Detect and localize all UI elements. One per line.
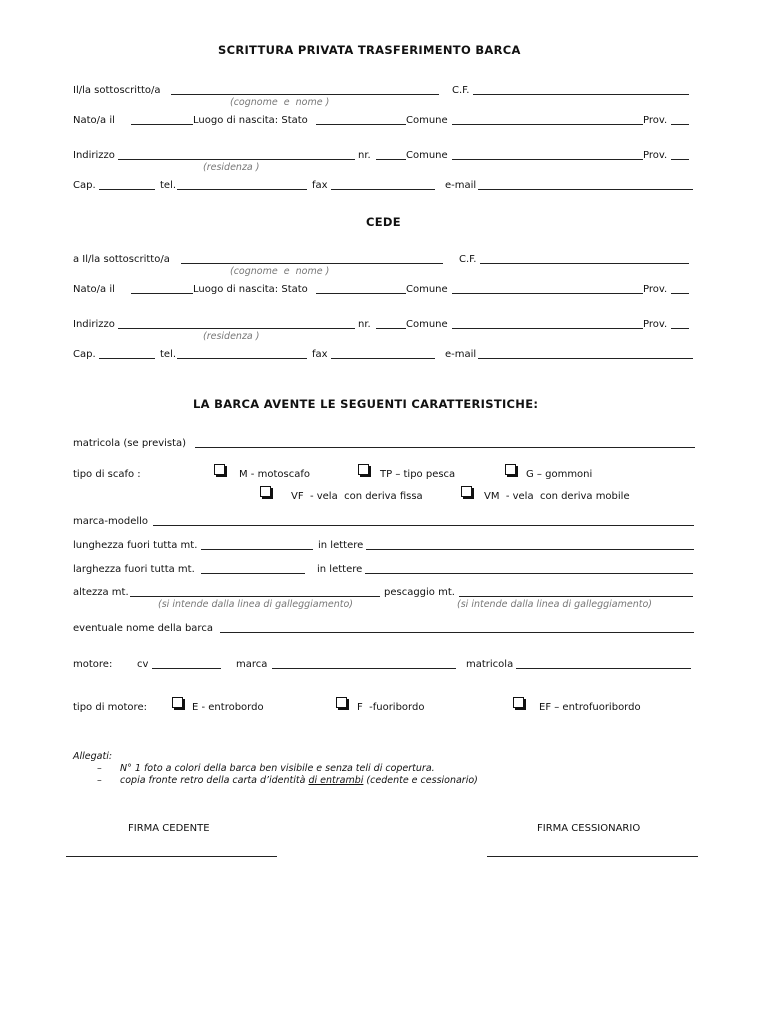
seller-cf-label: C.F. <box>452 85 470 96</box>
buyer-signer-label: a Il/la sottoscritto/a <box>73 254 170 265</box>
buyer-comune-field[interactable] <box>452 293 643 294</box>
boat-name-label: eventuale nome della barca <box>73 623 213 634</box>
width-field[interactable] <box>201 573 305 574</box>
buyer-state-field[interactable] <box>316 293 406 294</box>
seller-prov2-field[interactable] <box>671 159 689 160</box>
hull-type-label: tipo di scafo : <box>73 469 141 480</box>
seller-birth-label: Nato/a il <box>73 115 115 126</box>
seller-birthplace-label: Luogo di nascita: Stato <box>193 115 308 126</box>
width-label: larghezza fuori tutta mt. <box>73 564 195 575</box>
seller-number-label: nr. <box>358 150 371 161</box>
draft-field[interactable] <box>459 596 693 597</box>
buyer-birthdate-field[interactable] <box>131 293 193 294</box>
buyer-number-label: nr. <box>358 319 371 330</box>
draft-label: pescaggio mt. <box>384 587 455 598</box>
buyer-tel-field[interactable] <box>177 358 307 359</box>
attachment-item-2 <box>120 775 478 786</box>
engine-matricola-label: matricola <box>466 659 514 670</box>
seller-email-label: e-mail <box>445 180 477 191</box>
matricola-field[interactable] <box>195 447 695 448</box>
seller-prov2-label: Prov. <box>643 150 668 161</box>
buyer-prov2-field[interactable] <box>671 328 689 329</box>
height-label: altezza mt. <box>73 587 129 598</box>
engine-brand-field[interactable] <box>272 668 456 669</box>
buyer-signature-label: FIRMA CESSIONARIO <box>537 823 641 834</box>
hull-tp-checkbox[interactable] <box>358 464 369 475</box>
seller-comune-label: Comune <box>406 115 448 126</box>
buyer-comune-label: Comune <box>406 284 448 295</box>
boat-name-field[interactable] <box>220 632 694 633</box>
seller-number-field[interactable] <box>376 159 406 160</box>
width-words-field[interactable] <box>365 573 693 574</box>
buyer-comune2-label: Comune <box>406 319 448 330</box>
hull-vm-label: VM - vela con deriva mobile <box>484 491 630 502</box>
buyer-address-field[interactable] <box>118 328 355 329</box>
seller-fax-label: fax <box>312 180 328 191</box>
seller-signer-label: Il/la sottoscritto/a <box>73 85 161 96</box>
seller-tel-label: tel. <box>160 180 177 191</box>
seller-signature-label: FIRMA CEDENTE <box>128 823 210 834</box>
engine-e-checkbox[interactable] <box>172 697 183 708</box>
page-title: SCRITTURA PRIVATA TRASFERIMENTO BARCA <box>218 43 521 57</box>
seller-birthdate-field[interactable] <box>131 124 193 125</box>
attachment-bullet-1: – <box>97 763 102 774</box>
seller-name-field[interactable] <box>171 94 439 95</box>
attachment-item-2-post: (cedente e cessionario) <box>363 775 478 786</box>
brand-model-field[interactable] <box>153 525 694 526</box>
brand-model-label: marca-modello <box>73 516 149 527</box>
attachment-item-2-underlined: di entrambi <box>308 775 364 786</box>
engine-ef-label: EF – entrofuoribordo <box>539 702 641 713</box>
seller-comune2-label: Comune <box>406 150 448 161</box>
engine-label: motore: <box>73 659 113 670</box>
seller-name-hint: (cognome e nome ) <box>230 97 330 108</box>
engine-brand-label: marca <box>236 659 268 670</box>
length-words-field[interactable] <box>366 549 694 550</box>
seller-prov-field[interactable] <box>671 124 689 125</box>
seller-prov-label: Prov. <box>643 115 668 126</box>
engine-f-checkbox[interactable] <box>336 697 347 708</box>
length-label: lunghezza fuori tutta mt. <box>73 540 198 551</box>
attachment-bullet-2: – <box>97 775 102 786</box>
hull-vf-label: VF - vela con deriva fissa <box>291 491 423 502</box>
buyer-cf-label: C.F. <box>459 254 477 265</box>
attachment-item-2-pre: copia fronte retro della carta d’identità <box>120 775 309 786</box>
buyer-signature-field[interactable] <box>487 856 698 857</box>
seller-tel-field[interactable] <box>177 189 307 190</box>
length-words-label: in lettere <box>318 540 364 551</box>
buyer-prov-field[interactable] <box>671 293 689 294</box>
engine-cv-field[interactable] <box>152 668 221 669</box>
hull-vf-checkbox[interactable] <box>260 486 271 497</box>
buyer-residence-hint: (residenza ) <box>203 331 260 342</box>
seller-comune2-field[interactable] <box>452 159 643 160</box>
buyer-birth-label: Nato/a il <box>73 284 115 295</box>
buyer-name-field[interactable] <box>181 263 443 264</box>
seller-address-label: Indirizzo <box>73 150 115 161</box>
buyer-address-label: Indirizzo <box>73 319 115 330</box>
buyer-name-hint: (cognome e nome ) <box>230 266 330 277</box>
engine-ef-checkbox[interactable] <box>513 697 524 708</box>
width-words-label: in lettere <box>317 564 363 575</box>
buyer-email-field[interactable] <box>478 358 693 359</box>
hull-tp-label: TP – tipo pesca <box>380 469 456 480</box>
buyer-birthplace-label: Luogo di nascita: Stato <box>193 284 308 295</box>
engine-matricola-field[interactable] <box>516 668 691 669</box>
hull-m-checkbox[interactable] <box>214 464 225 475</box>
buyer-fax-field[interactable] <box>331 358 435 359</box>
buyer-email-label: e-mail <box>445 349 477 360</box>
height-field[interactable] <box>130 596 380 597</box>
buyer-cap-label: Cap. <box>73 349 96 360</box>
buyer-prov2-label: Prov. <box>643 319 668 330</box>
draft-waterline-hint: (si intende dalla linea di galleggiamento) <box>457 599 652 610</box>
height-waterline-hint: (si intende dalla linea di galleggiamento) <box>158 599 353 610</box>
seller-signature-field[interactable] <box>66 856 277 857</box>
seller-cap-field[interactable] <box>99 189 155 190</box>
cede-heading: CEDE <box>366 215 401 229</box>
seller-cf-field[interactable] <box>473 94 689 95</box>
buyer-number-field[interactable] <box>376 328 406 329</box>
seller-fax-field[interactable] <box>331 189 435 190</box>
length-field[interactable] <box>201 549 313 550</box>
seller-cap-label: Cap. <box>73 180 96 191</box>
buyer-tel-label: tel. <box>160 349 177 360</box>
engine-f-label: F -fuoribordo <box>357 702 425 713</box>
seller-state-field[interactable] <box>316 124 406 125</box>
hull-g-checkbox[interactable] <box>505 464 516 475</box>
seller-residence-hint: (residenza ) <box>203 162 260 173</box>
matricola-label: matricola (se prevista) <box>73 438 187 449</box>
boat-heading: LA BARCA AVENTE LE SEGUENTI CARATTERISTICHE: <box>193 397 539 411</box>
attachments-heading: Allegati: <box>73 751 113 762</box>
seller-address-field[interactable] <box>118 159 355 160</box>
buyer-prov-label: Prov. <box>643 284 668 295</box>
buyer-comune2-field[interactable] <box>452 328 643 329</box>
engine-type-label: tipo di motore: <box>73 702 147 713</box>
seller-comune-field[interactable] <box>452 124 643 125</box>
hull-vm-checkbox[interactable] <box>461 486 472 497</box>
hull-m-label: M - motoscafo <box>239 469 310 480</box>
buyer-cap-field[interactable] <box>99 358 155 359</box>
buyer-cf-field[interactable] <box>480 263 689 264</box>
engine-e-label: E - entrobordo <box>192 702 264 713</box>
seller-email-field[interactable] <box>478 189 693 190</box>
engine-cv-label: cv <box>137 659 149 670</box>
hull-g-label: G – gommoni <box>526 469 593 480</box>
buyer-fax-label: fax <box>312 349 328 360</box>
attachment-item-1: N° 1 foto a colori della barca ben visibile e senza teli di copertura. <box>120 763 435 774</box>
